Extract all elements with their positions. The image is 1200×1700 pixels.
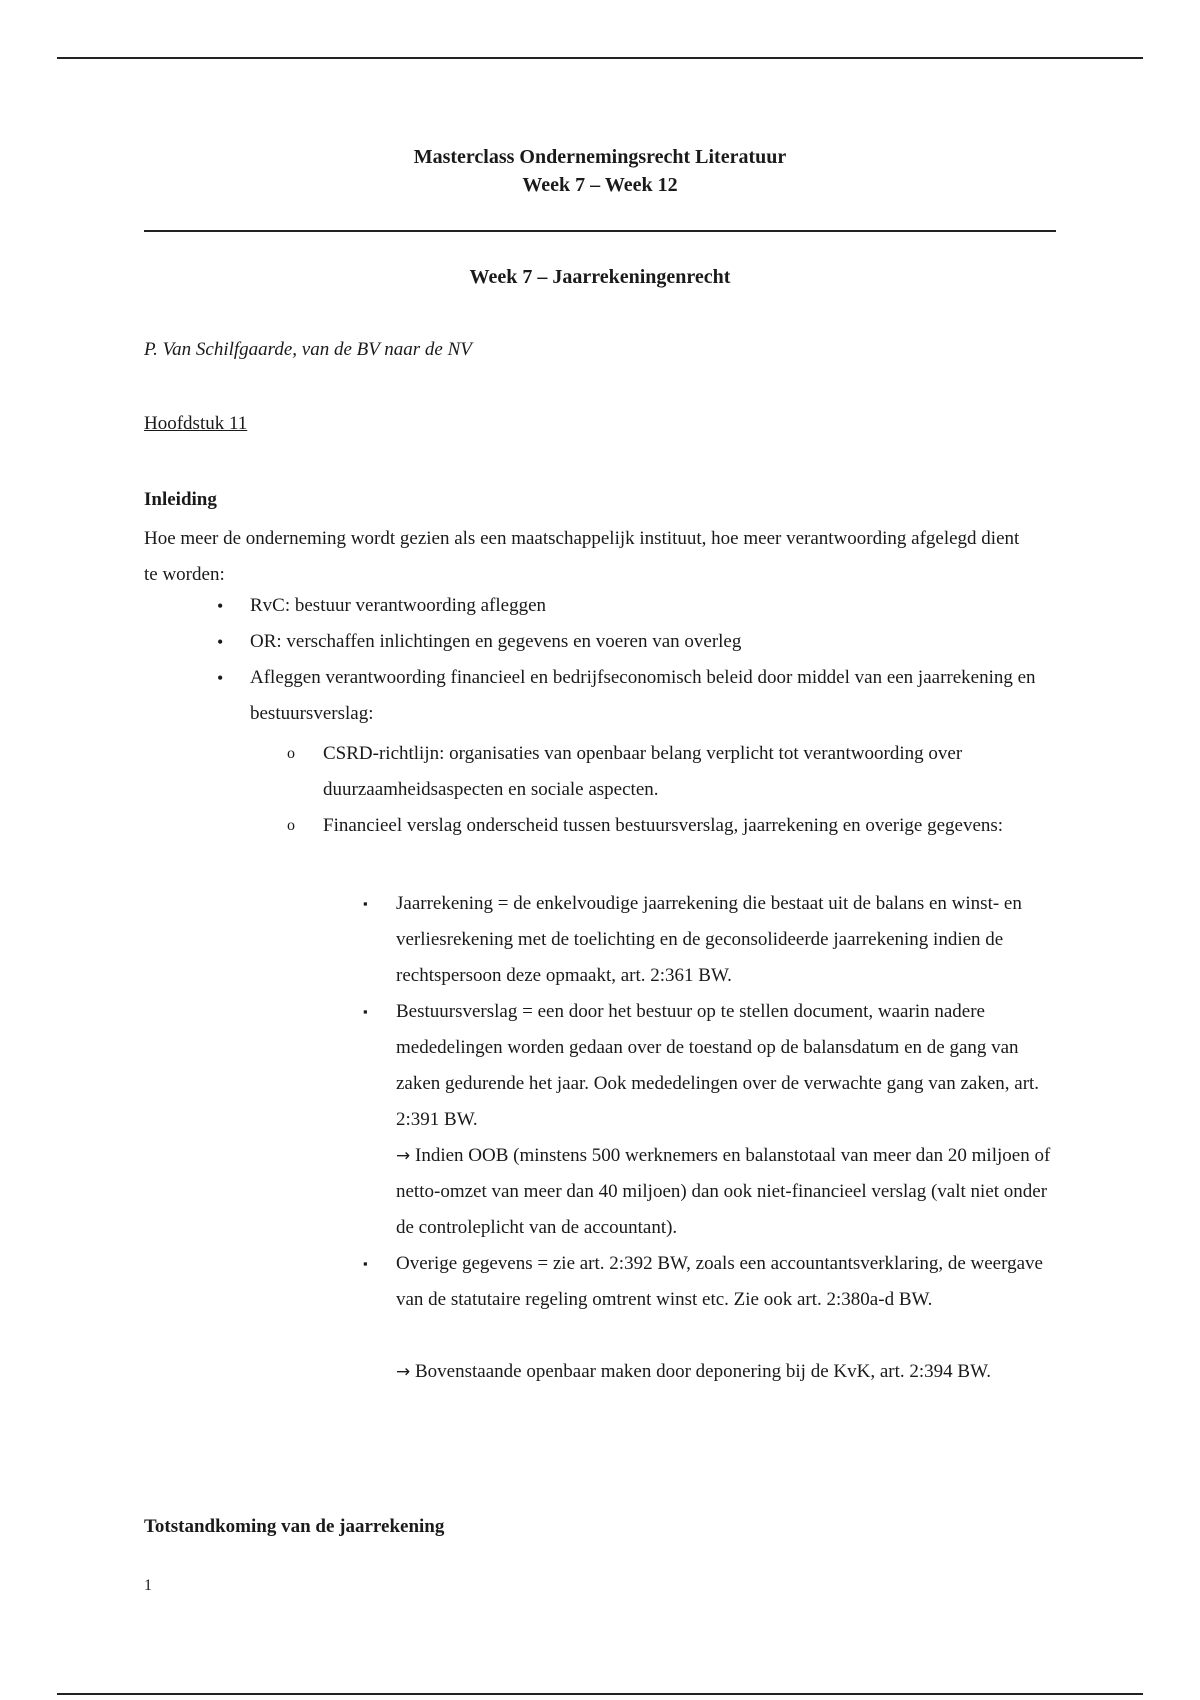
list-item-text: OR: verschaffen inlichtingen en gegevens en voeren van overleg: [250, 631, 742, 652]
list-item: [363, 1246, 1062, 1390]
section-heading-inleiding: Inleiding: [144, 489, 217, 510]
list-item-text: Financieel verslag onderscheid tussen bestuursverslag, jaarrekening en overige gegevens:: [323, 815, 1004, 836]
bullet-marker: ▪: [363, 1004, 368, 1019]
list-item-text: RvC: bestuur verantwoording afleggen: [250, 595, 547, 616]
list-item: [287, 736, 1063, 808]
title-line-1: Masterclass Ondernemingsrecht Literatuur: [413, 146, 787, 168]
bullet-marker: ▪: [363, 1256, 368, 1271]
author-reference: P. Van Schilfgaarde, van de BV naar de NV: [144, 339, 472, 360]
intro-paragraph: Hoe meer de onderneming wordt gezien als een maatschappelijk instituut, hoe meer verantwoording afgelegd dient te worden:: [144, 528, 1020, 585]
section-heading-totstandkoming: Totstandkoming van de jaarrekening: [144, 1516, 445, 1537]
list-item: [363, 886, 1062, 994]
list-item: [363, 994, 1062, 1246]
list-item-text: Bestuursverslag = een door het bestuur op te stellen document, waarin nadere mededelingen worden gedaan over de toestand op de balansdatum en de gang van zaken gedurende het jaar. Ook mededelingen over de verwachte gang van zaken, art. 2:391 BW.: [396, 1001, 1040, 1130]
list-item-text: Afleggen verantwoording financieel en bedrijfseconomisch beleid door middel van een jaarrekening en bestuursverslag:: [250, 667, 1036, 724]
arrow-icon: →: [396, 1146, 411, 1166]
note-oob: [396, 1138, 1062, 1246]
list-item-text: Jaarrekening = de enkelvoudige jaarrekening die bestaat uit de balans en winst- en verliesrekening met de toelichting en de geconsolideerde jaarrekening indien de rechtspersoon deze opmaakt, art. 2:361 BW.: [396, 893, 1022, 986]
bullet-marker: o: [287, 817, 295, 834]
bullet-marker: o: [287, 745, 295, 762]
chapter-heading: Hoofdstuk 11: [144, 413, 248, 434]
bullet-marker: ▪: [363, 896, 368, 911]
bullet-marker: •: [217, 668, 224, 688]
bullet-list-level-1: [217, 588, 1040, 732]
list-item-text: CSRD-richtlijn: organisaties van openbaar belang verplicht tot verantwoording over duurzaamheidsaspecten en sociale aspecten.: [323, 743, 963, 800]
title-divider: [144, 230, 1056, 232]
bullet-marker: •: [217, 596, 224, 616]
list-item: [217, 660, 1040, 732]
document-title: [0, 143, 1200, 199]
note-deponering-text: Bovenstaande openbaar maken door deponering bij de KvK, art. 2:394 BW.: [415, 1361, 992, 1382]
list-item: [217, 624, 1040, 660]
week-heading: Week 7 – Jaarrekeningenrecht: [469, 266, 731, 288]
bullet-list-level-2: [287, 736, 1063, 844]
arrow-icon: →: [396, 1362, 411, 1382]
list-item: [217, 588, 1040, 624]
list-item: [287, 808, 1063, 844]
list-item-text: Overige gegevens = zie art. 2:392 BW, zoals een accountantsverklaring, de weergave van de statutaire regeling omtrent winst etc. Zie ook art. 2:380a-d BW.: [396, 1253, 1043, 1310]
bullet-marker: •: [217, 632, 224, 652]
title-line-2: Week 7 – Week 12: [522, 174, 678, 196]
page-number: 1: [144, 1577, 152, 1594]
page-bottom-rule: [57, 1693, 1143, 1695]
note-oob-text: Indien OOB (minstens 500 werknemers en balanstotaal van meer dan 20 miljoen of netto-omzet van meer dan 40 miljoen) dan ook niet-financieel verslag (valt niet onder de controleplicht van de accountant).: [396, 1145, 1051, 1238]
note-deponering: [396, 1354, 1062, 1390]
bullet-list-level-3: [363, 886, 1062, 1390]
spacer: [396, 1318, 1062, 1354]
